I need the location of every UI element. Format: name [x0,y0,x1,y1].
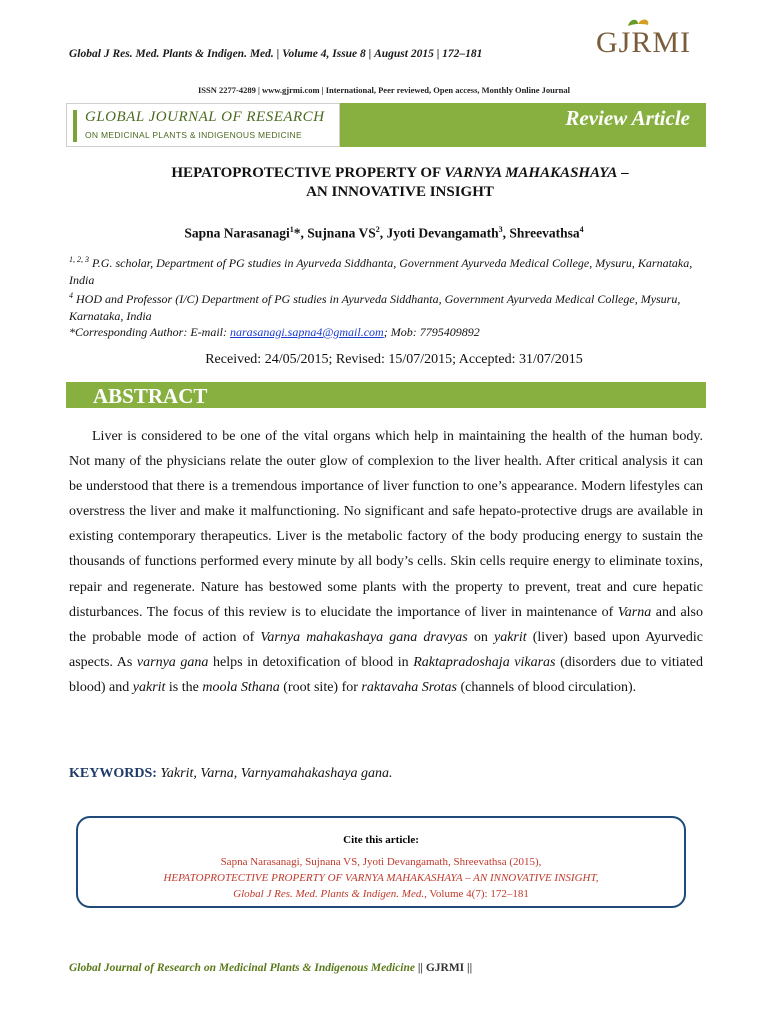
abstract-heading: ABSTRACT [93,384,208,408]
keywords-label: KEYWORDS: [69,766,157,781]
author-name: Sapna Narasanagi [184,225,290,241]
title-line2: AN INNOVATIVE INSIGHT [306,184,494,200]
gjrmi-logo [592,16,712,62]
title-italic: VARNYA MAHAKASHAYA [444,165,618,181]
article-type: Review Article [565,106,690,130]
corr-prefix: *Corresponding Author: E-mail: [69,325,230,339]
footer-abbr: GJRMI [425,962,465,974]
journal-logo-box [66,103,340,147]
author-list [0,225,768,242]
affil-sup: 4 [69,291,73,300]
banner-accent-bar [73,110,77,142]
affiliation-2 [69,288,709,324]
journal-date: August 2015 [374,48,434,60]
citation-journal: Global J Res. Med. Plants & Indigen. Med. [233,888,425,900]
author-sup: 4 [579,225,584,234]
keywords-text: Yakrit, Varna, Varnyamahakashaya gana. [156,766,393,781]
title-part3: – [617,165,629,181]
author-name: Jyoti Devangamath [386,225,499,241]
submission-dates: Received: 24/05/2015; Revised: 15/07/2015; Accepted: 31/07/2015 [205,352,583,367]
author-sup: 3 [498,225,503,234]
citation-line2: HEPATOPROTECTIVE PROPERTY OF VARNYA MAHAKASHAYA – AN INNOVATIVE INSIGHT, [163,872,599,884]
journal-name: Global J Res. Med. Plants & Indigen. Med. [69,48,274,60]
author-name: Shreevathsa [509,225,580,241]
keywords [69,766,392,782]
journal-banner [66,103,706,147]
article-title [0,164,768,202]
logo-text: GJRMI [596,26,692,59]
affil-sup: 1, 2, 3 [69,255,89,264]
author-sep: , [379,225,387,241]
footer-journal: Global Journal of Research on Medicinal Plants & Indigenous Medicine [69,962,415,974]
author-name: Sujnana VS [307,225,376,241]
title-part1: HEPATOPROTECTIVE PROPERTY OF [171,165,445,181]
citation-volume: , Volume 4(7): 172–181 [424,888,529,900]
author-sep: , [502,225,510,241]
citation-line1: Sapna Narasanagi, Sujnana VS, Jyoti Devangamath, Shreevathsa (2015), [220,856,542,868]
journal-header: Global J Res. Med. Plants & Indigen. Med. | Volume 4, Issue 8 | August 2015 | 172–181 [69,48,483,60]
issn-line: ISSN 2277-4289 | www.gjrmi.com | International, Peer reviewed, Open access, Monthly Online Journal [198,85,570,95]
author-sup: 1 [289,225,294,234]
affil-text: HOD and Professor (I/C) Department of PG studies in Ayurveda Siddhanta, Government Ayurveda Medical College, Mysuru, Karnataka, India [69,292,681,323]
corresponding-author [69,324,709,341]
journal-logo-line2: ON MEDICINAL PLANTS & INDIGENOUS MEDICINE [85,130,302,140]
author-sep: *, [293,225,308,241]
page-footer: Global Journal of Research on Medicinal Plants & Indigenous Medicine || GJRMI || [69,962,473,974]
citation-line3 [76,888,686,900]
abstract-heading-bar [66,382,706,408]
journal-volume: Volume 4, Issue 8 [282,48,366,60]
affiliation-1 [69,252,709,288]
author-sup: 2 [375,225,380,234]
mobile-number: ; Mob: 7795409892 [383,325,480,339]
abstract-paragraph: Liver is considered to be one of the vital organs which help in maintaining the health of the human body. Not many of the physicians relate the outer glow of complexion to the liver health. After critical analysis it can be understood that there is a tremendous importance of liver function to one’s appearance. Modern lifestyles can overstress the liver and make it malfunctioning. No significant and safe hepato-protective drugs are available in existing contemporary therapeutics. Liver is the metabolic factory of the body producing energy to sustain the thousands of functions performed every minute by all body’s cells. Skin cells require energy to eliminate toxins, repair and regenerate. Nature has bestowed some plants with the property to prevent, treat and cure hepatic disturbances. The focus of this review is to elucidate the importance of liver in maintenance of Varna and also the probable mode of action of Varnya mahakashaya gana dravyas on yakrit (liver) based upon Ayurvedic aspects. As varnya gana helps in detoxification of blood in Raktapradoshaja vikaras (disorders due to vitiated blood) and yakrit is the moola Sthana (root site) for raktavaha Srotas (channels of blood circulation). [69,429,704,695]
citation-title: Cite this article: [343,834,419,846]
journal-logo-line1: GLOBAL JOURNAL OF RESEARCH [85,109,325,125]
email-link[interactable]: narasanagi.sapna4@gmail.com [230,325,384,339]
abstract-body [69,424,703,700]
affiliations [69,252,709,341]
affil-text: P.G. scholar, Department of PG studies in Ayurveda Siddhanta, Government Ayurveda Medical College, Mysuru, Karnataka, India [69,256,693,287]
citation-box [76,816,686,908]
journal-pages: 172–181 [442,48,483,60]
